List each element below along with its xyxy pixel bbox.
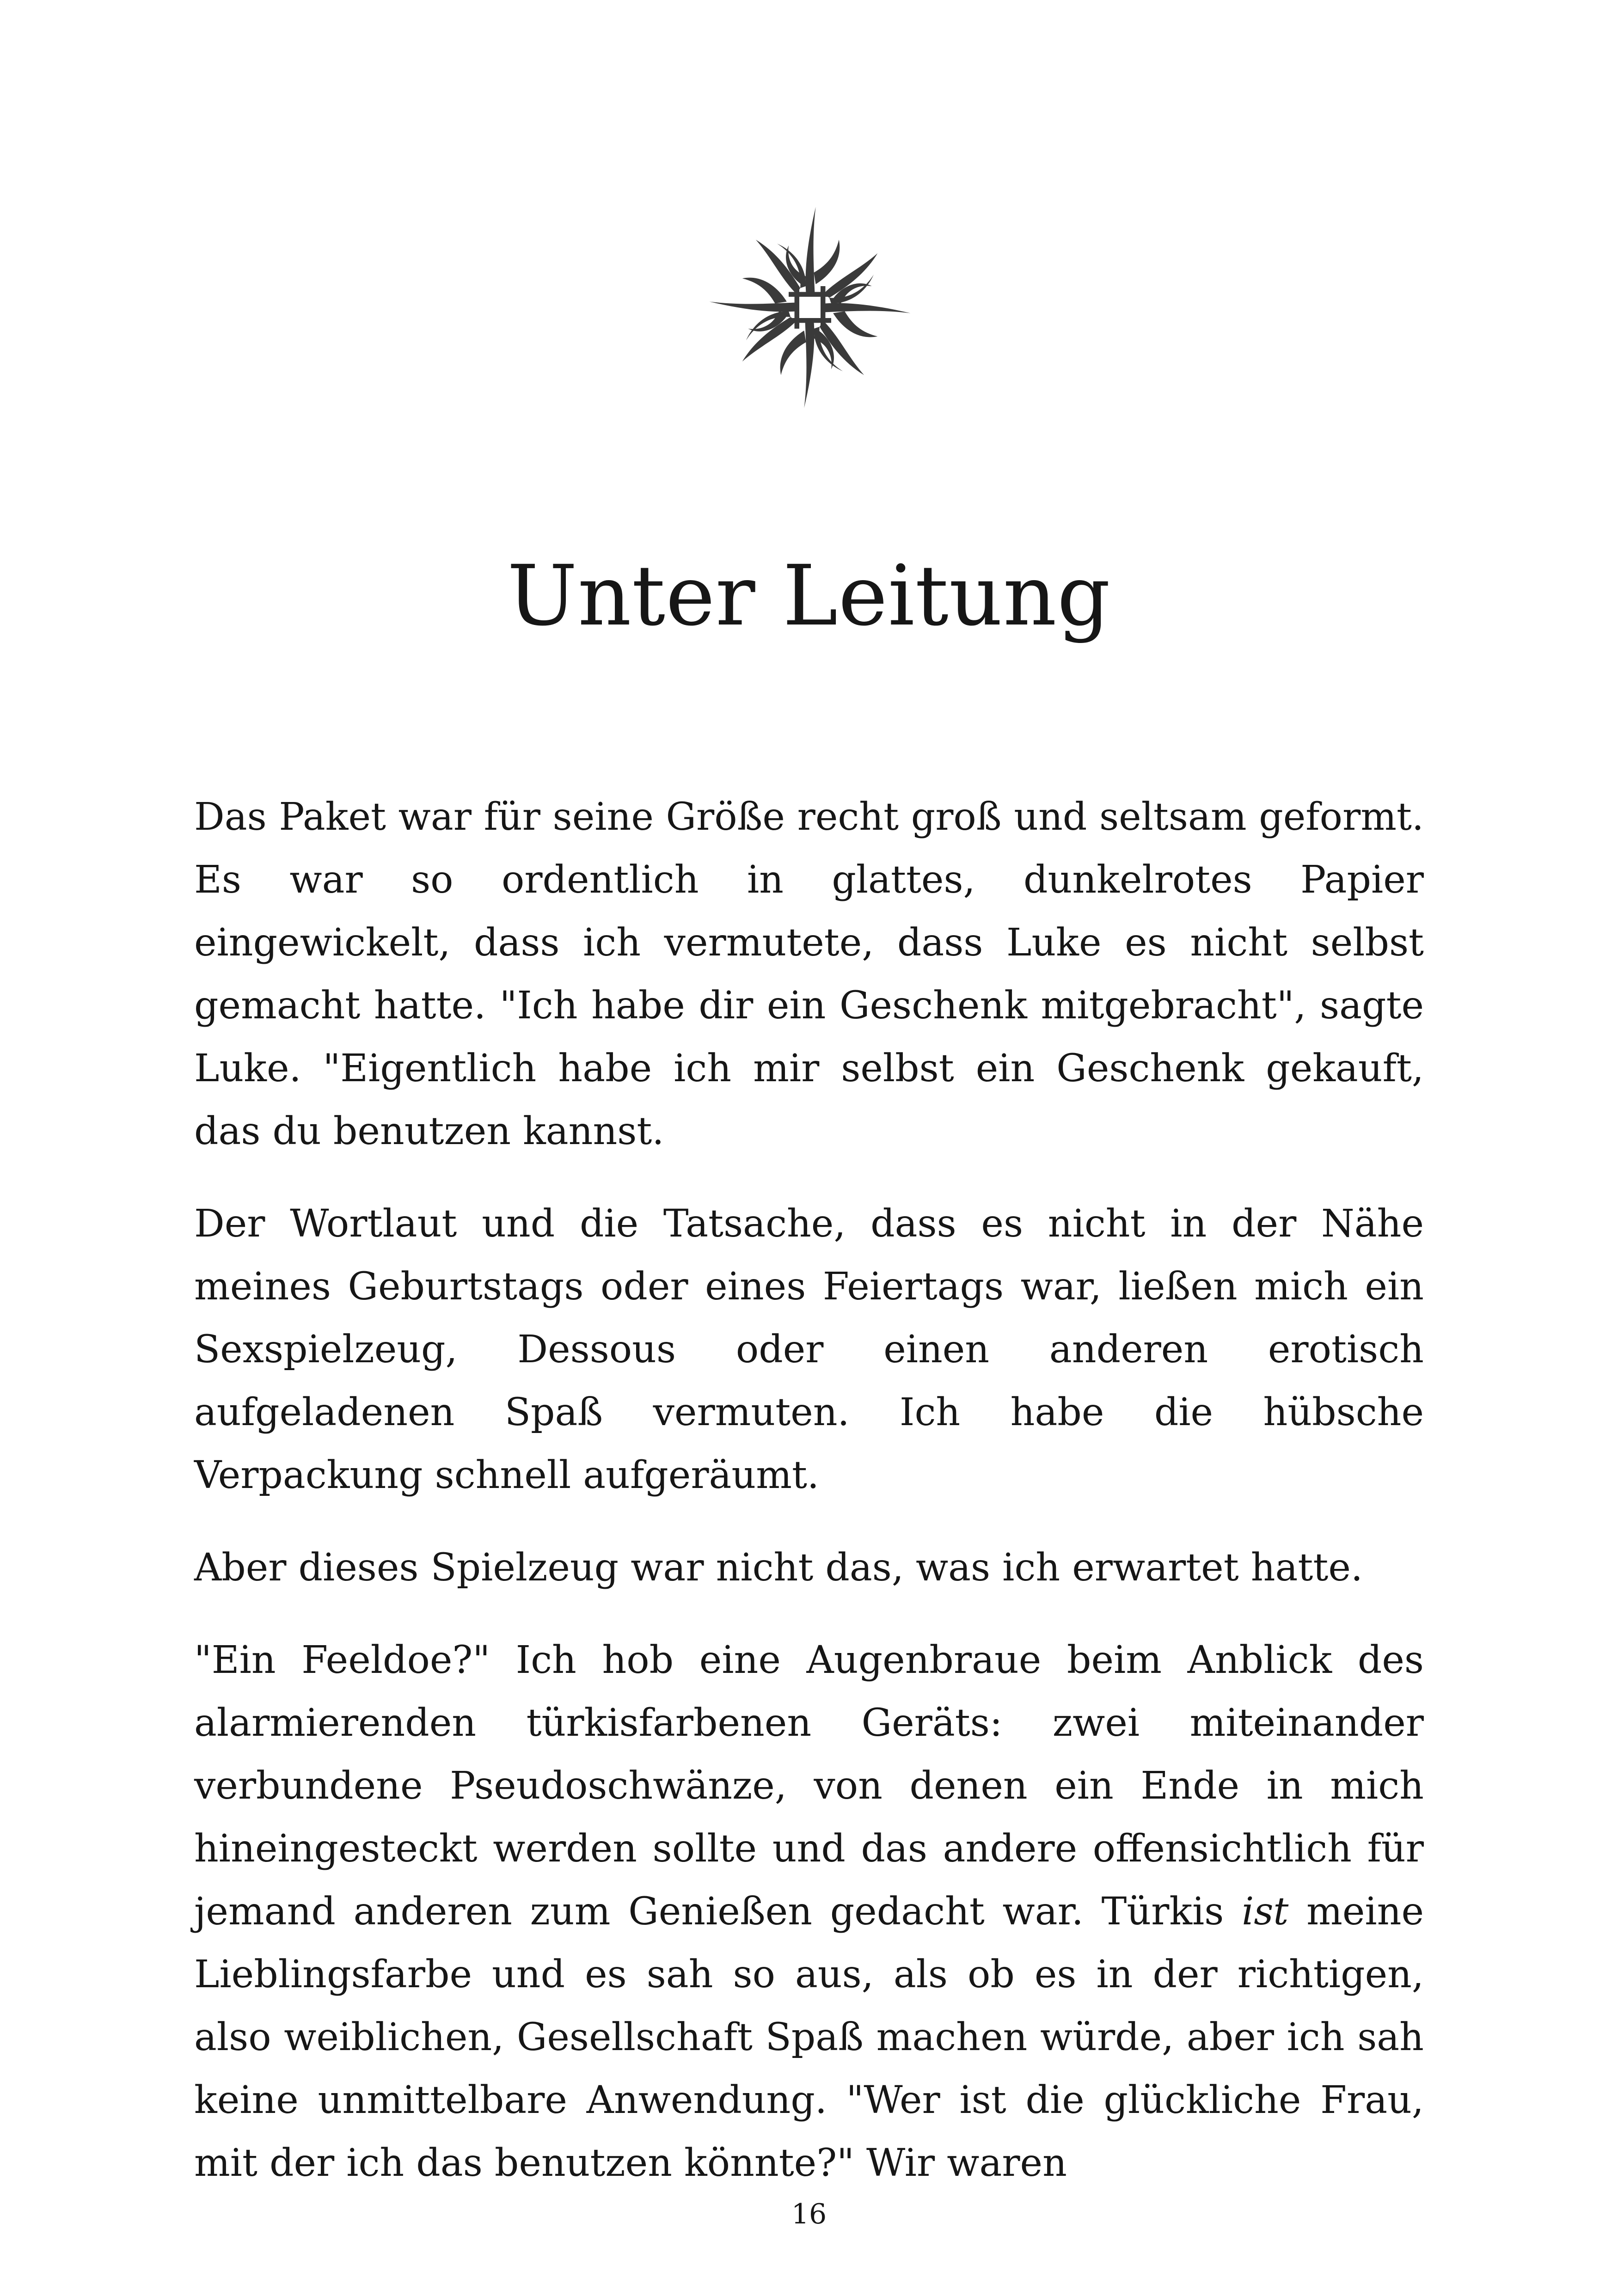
page-number: 16 <box>791 2198 827 2230</box>
emphasized-word: ist <box>1242 1890 1289 1934</box>
paragraph <box>194 1537 1424 1599</box>
floral-cross-ornament-icon <box>704 199 916 416</box>
paragraph-text: Der Wortlaut und die Tatsache, dass es nicht in der Nähe meines Geburtstags oder eines Feiertags war, ließen mich ein Sexspielzeug, Dessous oder einen anderen erotisch aufgeladenen Spaß vermuten. Ich habe die hübsche Verpackung schnell aufgeräumt. <box>194 1202 1424 1497</box>
paragraph <box>194 786 1424 1163</box>
paragraph-text: Das Paket war für seine Größe recht groß und seltsam geformt. Es war so ordentlich in glattes, dunkelrotes Papier eingewickelt, dass ich vermutete, dass Luke es nicht selbst gemacht hatte. "Ich habe dir ein Geschenk mitgebracht", sagte Luke. "Eigentlich habe ich mir selbst ein Geschenk gekauft, das du benutzen kannst. <box>194 795 1424 1153</box>
paragraph <box>194 1629 1424 2195</box>
paragraph-text: Aber dieses Spielzeug war nicht das, was ich erwartet hatte. <box>194 1546 1363 1590</box>
paragraph-text-continued: meine Lieblingsfarbe und es sah so aus, als ob es in der richtigen, also weiblichen, Gesellschaft Spaß machen würde, aber ich sah keine unmittelbare Anwendung. "Wer ist die glückliche Frau, mit der ich das benutzen könnte?" Wir waren <box>194 1890 1424 2185</box>
body-text <box>194 786 1424 2224</box>
chapter-title: Unter Leitung <box>507 548 1111 644</box>
paragraph-text: "Ein Feeldoe?" Ich hob eine Augenbraue beim Anblick des alarmierenden türkisfarbenen Geräts: zwei miteinander verbundene Pseudoschwänze, von denen ein Ende in mich hineingesteckt werden sollte und das andere offensichtlich für jemand anderen zum Genießen gedacht war. Türkis <box>194 1638 1424 1934</box>
paragraph <box>194 1193 1424 1507</box>
